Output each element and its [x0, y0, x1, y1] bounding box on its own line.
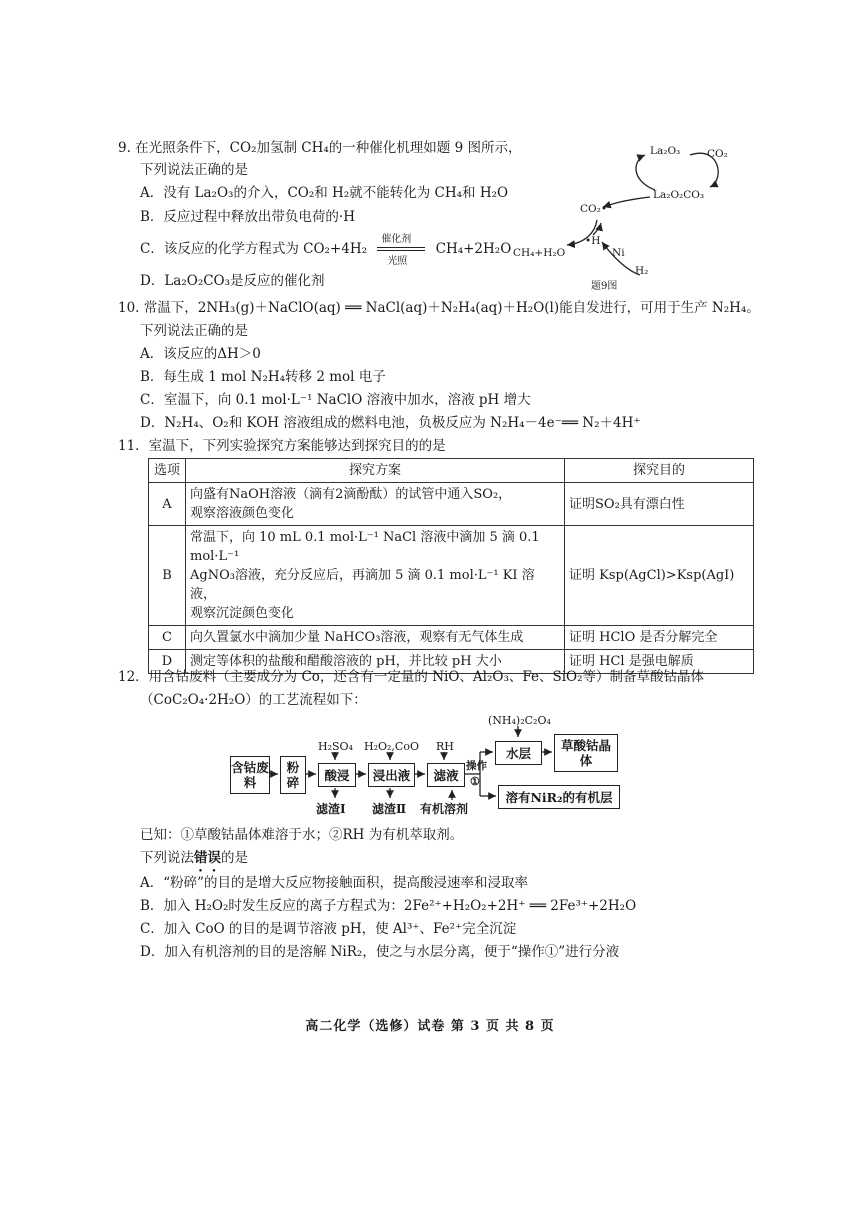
row-purpose: 证明 HCl 是强电解质: [565, 650, 754, 674]
q11-stem: 11．室温下，下列实验探究方案能够达到探究目的的是: [118, 438, 446, 454]
q12-stem-line1: 12．用含钴废料（主要成分为 Co，还含有一定量的 NiO、Al₂O₃、Fe、SiO₂等）制备草酸钴晶体: [118, 669, 705, 685]
emphasis-wrong: 错误: [194, 850, 221, 866]
co2-radical-label: CO₂•: [580, 203, 608, 215]
q9-option-a: A．没有 La₂O₃的介入，CO₂和 H₂就不能转化为 CH₄和 H₂O: [140, 185, 509, 201]
reagent-rh: RH: [436, 740, 454, 753]
reagent-ammonium-oxalate: (NH₄)₂C₂O₄: [488, 714, 551, 727]
catalyst-label: 催化剂: [381, 233, 412, 245]
q9-stem-line2: 下列说法正确的是: [140, 162, 248, 178]
flow-box-organic-layer: 溶有NiR₂的有机层: [498, 785, 620, 809]
q12-stem-line3: 下列说法错误的是: [140, 850, 248, 866]
row-plan: 向盛有NaOH溶液（滴有2滴酚酞）的试管中通入SO₂， 观察溶液颜色变化: [186, 483, 565, 526]
q9-mechanism-figure: [505, 135, 755, 295]
q9-option-b: B．反应过程中释放出带负电荷的·H: [140, 209, 355, 225]
row-option: C: [149, 626, 186, 650]
page-footer: 高二化学（选修）试卷 第 3 页 共 8 页: [305, 1019, 555, 1034]
flow-box-cobalt-oxalate: 草酸钴晶体: [554, 734, 618, 772]
flow-box-filtrate: 滤液: [427, 763, 465, 787]
reagent-h2o2-coo: H₂O₂,CoO: [364, 740, 419, 753]
q12-option-c: C．加入 CoO 的目的是调节溶液 pH，使 Al³⁺、Fe²⁺完全沉淀: [140, 921, 517, 937]
la2o3-label: La₂O₃: [650, 145, 681, 157]
row-plan: 向久置氯水中滴加少量 NaHCO₃溶液，观察有无气体生成: [186, 626, 565, 650]
q9-option-c: [140, 233, 512, 267]
q10-option-c: C．室温下，向 0.1 mol·L⁻¹ NaClO 溶液中加水，溶液 pH 增大: [140, 392, 531, 408]
q9-option-c-post: CH₄+2H₂O: [435, 241, 512, 257]
h-radical-label: •H: [585, 235, 601, 247]
q12-option-a: A．“粉碎”的目的是增大反应物接触面积，提高酸浸速率和浸取率: [140, 875, 529, 891]
row-option: D: [149, 650, 186, 674]
q9-stem-line1: 9. 在光照条件下，CO₂加氢制 CH₄的一种催化机理如题 9 图所示，: [118, 140, 522, 156]
table-row: [149, 483, 754, 526]
flow-box-acid-leach: 酸浸: [318, 763, 356, 787]
header-option: 选项: [149, 459, 186, 483]
table-row: [149, 526, 754, 626]
q12-stem-line2: （CoC₂O₄·2H₂O）的工艺流程如下：: [140, 692, 367, 708]
process-flow-diagram: [230, 712, 670, 817]
q11-table: [148, 458, 754, 674]
organic-solvent: 有机溶剂: [420, 802, 469, 816]
la2o2co3-label: La₂O₂CO₃: [653, 189, 705, 201]
ni-label: Ni: [612, 247, 625, 259]
residue-1: 滤渣Ⅰ: [316, 802, 346, 816]
operation-label: 操作: [466, 760, 487, 772]
flow-box-crush: 粉碎: [280, 756, 306, 794]
row-option: A: [149, 483, 186, 526]
table-row: [149, 626, 754, 650]
row-purpose: 证明 HClO 是否分解完全: [565, 626, 754, 650]
products-label: CH₄+H₂O: [513, 247, 566, 259]
q10-option-d: D．N₂H₄、O₂和 KOH 溶液组成的燃料电池，负极反应为 N₂H₄－4e⁻══ N₂＋4H⁺: [140, 415, 641, 431]
flow-box-water-layer: 水层: [495, 741, 542, 765]
q10-option-b: B．每生成 1 mol N₂H₄转移 2 mol 电子: [140, 369, 386, 385]
row-plan: 常温下，向 10 mL 0.1 mol·L⁻¹ NaCl 溶液中滴加 5 滴 0.1 mol·L⁻¹ AgNO₃溶液，充分反应后，再滴加 5 滴 0.1 mol·L⁻¹ KI 溶液， 观察沉淀颜色变化: [186, 526, 565, 626]
h2-label: H₂: [635, 265, 649, 277]
light-label: 光照: [387, 255, 408, 267]
q12-option-d: D．加入有机溶剂的目的是溶解 NiR₂，使之与水层分离，便于“操作①”进行分液: [140, 944, 620, 960]
header-plan: 探究方案: [186, 459, 565, 483]
figure-caption: 题9图: [591, 281, 618, 292]
header-purpose: 探究目的: [565, 459, 754, 483]
q9-option-d: D．La₂O₂CO₃是反应的催化剂: [140, 273, 325, 289]
operation-number: ①: [470, 775, 480, 788]
reaction-arrow-line: [377, 247, 425, 248]
row-purpose: 证明SO₂具有漂白性: [565, 483, 754, 526]
flow-box-leachate: 浸出液: [368, 763, 415, 787]
reagent-h2so4: H₂SO₄: [318, 740, 353, 753]
row-plan: 测定等体积的盐酸和醋酸溶液的 pH，并比较 pH 大小: [186, 650, 565, 674]
q10-stem-line1: 10. 常温下，2NH₃(g)＋NaClO(aq) ══ NaCl(aq)＋N₂H₄(aq)＋H₂O(l)能自发进行，可用于生产 N₂H₄。: [118, 300, 760, 316]
q9-reaction-condition: [377, 233, 425, 267]
row-purpose: 证明 Ksp(AgCl)>Ksp(AgI): [565, 526, 754, 626]
co2-label: CO₂: [707, 148, 728, 160]
table-header-row: [149, 459, 754, 483]
q10-stem-line2: 下列说法正确的是: [140, 323, 248, 339]
residue-2: 滤渣Ⅱ: [372, 802, 407, 816]
row-option: B: [149, 526, 186, 626]
flow-box-cobalt-waste: 含钴废料: [230, 756, 270, 794]
q12-known: 已知：①草酸钴晶体难溶于水；②RH 为有机萃取剂。: [140, 827, 464, 843]
q10-option-a: A．该反应的ΔH＞0: [140, 346, 261, 362]
q12-option-b: B．加入 H₂O₂时发生反应的离子方程式为：2Fe²⁺+H₂O₂+2H⁺ ══ 2Fe³⁺+2H₂O: [140, 898, 637, 914]
q9-option-c-pre: C．该反应的化学方程式为 CO₂+4H₂: [140, 241, 368, 257]
